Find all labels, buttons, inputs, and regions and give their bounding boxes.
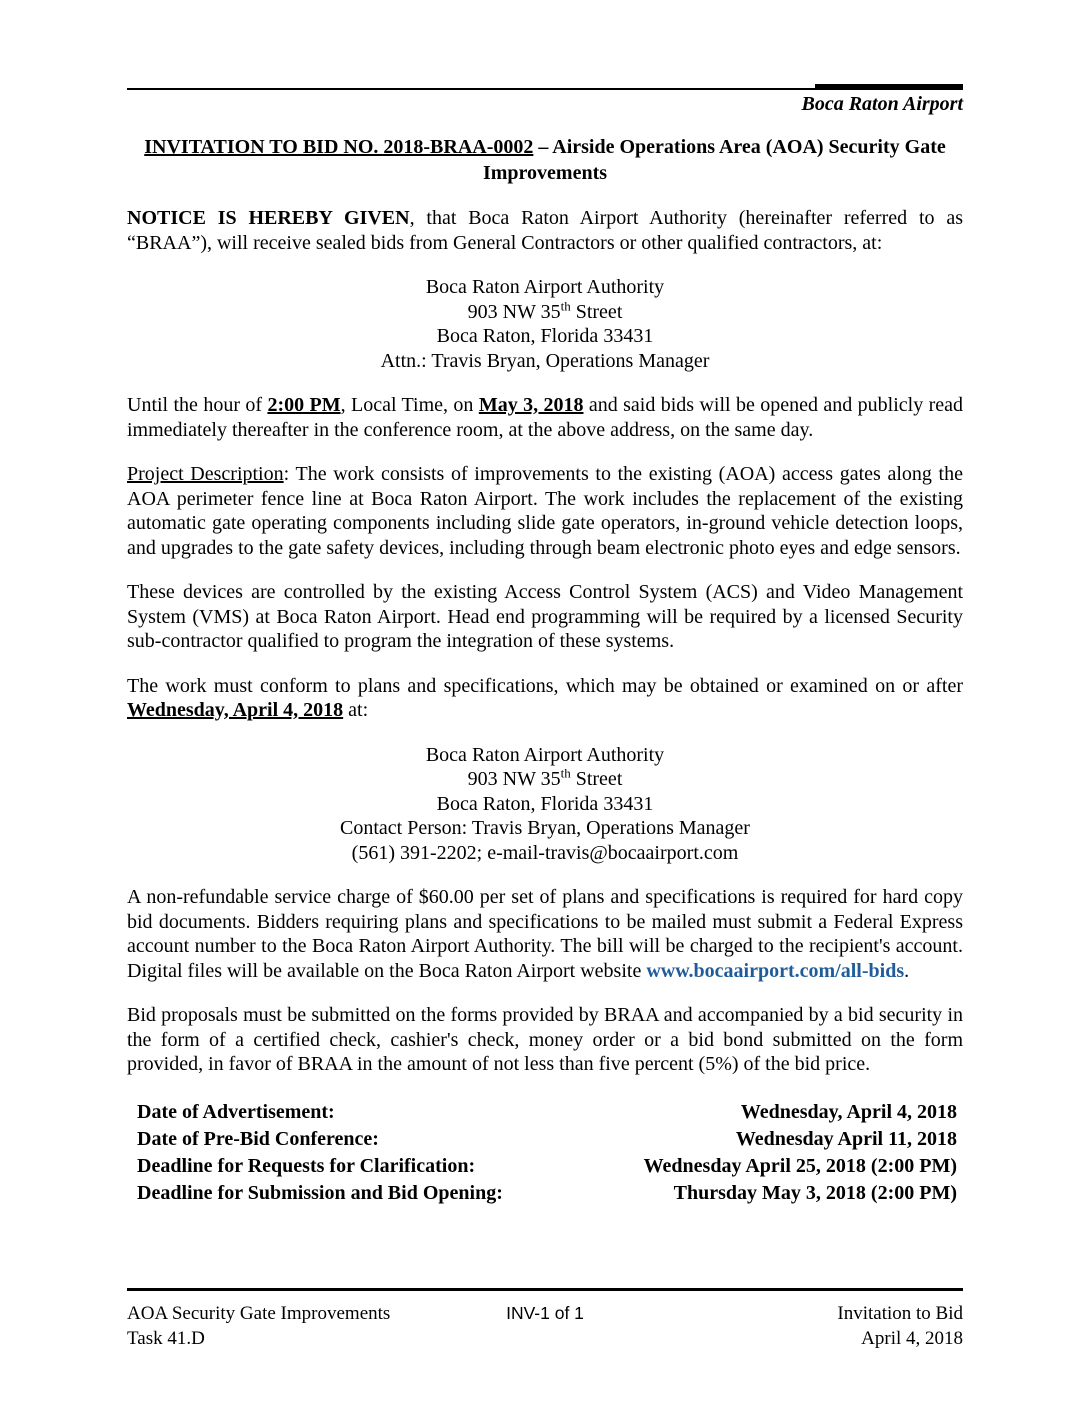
date-label: Deadline for Submission and Bid Opening: <box>137 1181 503 1204</box>
address1-attn: Attn.: Travis Bryan, Operations Manager <box>380 349 710 372</box>
date-value: Wednesday, April 4, 2018 <box>740 1100 957 1123</box>
date-row-advertisement <box>137 1099 957 1126</box>
address2-contact: Contact Person: Travis Bryan, Operations Manager <box>340 817 750 839</box>
date-label: Deadline for Requests for Clarification: <box>137 1154 476 1177</box>
paragraph-project-description <box>127 462 963 560</box>
address2-name: Boca Raton Airport Authority <box>425 743 665 766</box>
bid-date: May 3, 2018 <box>478 394 584 416</box>
paragraph-until <box>127 393 963 442</box>
page-footer <box>127 1288 963 1351</box>
title-rest: – Airside Operations Area (AOA) Security Gate <box>533 136 946 158</box>
key-dates-table <box>127 1099 963 1207</box>
date-label: Date of Advertisement: <box>137 1100 335 1123</box>
document-content <box>127 0 963 1207</box>
until-text-3: and said bids will be opened and publicly read immediately thereafter in the conference room, at the above address, on the same day. <box>127 394 964 441</box>
bid-number: INVITATION TO BID NO. 2018-BRAA-0002 <box>144 136 534 158</box>
address1-street-ordinal: th <box>560 297 571 313</box>
date-row-pre-bid-conference <box>137 1126 957 1153</box>
paragraph-conform <box>127 674 963 723</box>
title-line2: Improvements <box>482 162 608 184</box>
paragraph-notice <box>127 206 963 255</box>
footer-right <box>668 1301 963 1351</box>
footer-page-number: INV-1 of 1 <box>506 1303 584 1323</box>
website-link[interactable]: www.bocaairport.com/all-bids <box>646 959 905 982</box>
until-text-1: Until the hour of <box>127 394 268 416</box>
date-value: Wednesday April 11, 2018 <box>735 1127 957 1150</box>
address-block-1 <box>127 275 963 373</box>
date-value: Wednesday April 25, 2018 (2:00 PM) <box>643 1154 957 1177</box>
paragraph-devices: These devices are controlled by the existing Access Control System (ACS) and Video Management System (VMS) at Boca Raton Airport. Head end programming will be required by a licensed Security sub-contractor qualified to program the integration of these systems. <box>127 581 963 652</box>
footer-columns <box>127 1301 963 1351</box>
footer-rule <box>127 1288 963 1291</box>
conform-text-2: at: <box>343 699 369 721</box>
address-block-2 <box>127 743 963 866</box>
footer-left <box>127 1301 422 1351</box>
address2-street-number: 903 NW 35 <box>467 768 561 790</box>
address2-street-name: Street <box>570 768 623 790</box>
conform-text-1: The work must conform to plans and specifications, which may be obtained or examined on or after <box>127 674 963 697</box>
address2-phone-email: (561) 391-2202; e-mail-travis@bocaairport.com <box>351 841 739 864</box>
header-brand: Boca Raton Airport <box>801 93 963 115</box>
address2-street <box>127 767 963 792</box>
date-row-clarification-deadline <box>137 1153 957 1180</box>
plans-available-date: Wednesday, April 4, 2018 <box>127 699 344 721</box>
address1-street <box>127 297 963 325</box>
address1-city: Boca Raton, Florida 33431 <box>436 325 654 347</box>
document-title <box>127 134 963 186</box>
footer-doc-date: April 4, 2018 <box>861 1328 963 1349</box>
footer-task-number: Task 41.D <box>127 1328 205 1349</box>
header-rule <box>127 88 963 90</box>
date-value: Thursday May 3, 2018 (2:00 PM) <box>673 1181 957 1204</box>
notice-lead: NOTICE IS HEREBY GIVEN <box>127 207 410 229</box>
date-row-submission-deadline <box>137 1180 957 1207</box>
paragraph-bid-proposals: Bid proposals must be submitted on the forms provided by BRAA and accompanied by a bid security in the form of a certified check, cashier's check, money order or a bid bond submitted on the form provided, in favor of BRAA in the amount of not less than five percent (5%) of the bid price. <box>127 1004 963 1075</box>
until-text-2: , Local Time, on <box>340 394 479 416</box>
header-rule-thick-segment <box>815 84 963 90</box>
address1-street-name: Street <box>570 300 623 323</box>
address1-street-number: 903 NW 35 <box>467 300 561 323</box>
service-charge-text-1: A non-refundable service charge of $60.00 per set of plans and specifications is required for hard copy bid documents. Bidders requiring plans and specifications to be mailed must submit a Federal Express account number to the Boca Raton Airport Authority. The bill will be charged to the recipient's account. Digital files will be available on the Boca Raton Airport website <box>127 886 963 982</box>
address2-street-ordinal: th <box>560 765 571 781</box>
project-description-text: : The work consists of improvements to the existing (AOA) access gates along the AOA perimeter fence line at Boca Raton Airport. The work includes the replacement of the existing automatic gate operating components including slide gate operators, in-ground vehicle detection loops, and upgrades to the gate safety devices, including through beam electronic photo eyes and edge sensors. <box>127 463 963 559</box>
notice-rest: , that Boca Raton Airport Authority (hereinafter referred to as “BRAA”), will receive sealed bids from General Contractors or other qualified contractors, at: <box>127 207 963 254</box>
date-label: Date of Pre-Bid Conference: <box>137 1127 379 1150</box>
paragraph-service-charge <box>127 885 963 983</box>
footer-project-name: AOA Security Gate Improvements <box>127 1303 391 1324</box>
service-charge-text-2: . <box>904 959 910 982</box>
bid-time: 2:00 PM <box>267 394 341 416</box>
address2-city: Boca Raton, Florida 33431 <box>436 792 654 815</box>
address1-name: Boca Raton Airport Authority <box>425 276 665 298</box>
footer-doc-type: Invitation to Bid <box>837 1303 963 1324</box>
project-description-label: Project Description <box>127 463 284 485</box>
